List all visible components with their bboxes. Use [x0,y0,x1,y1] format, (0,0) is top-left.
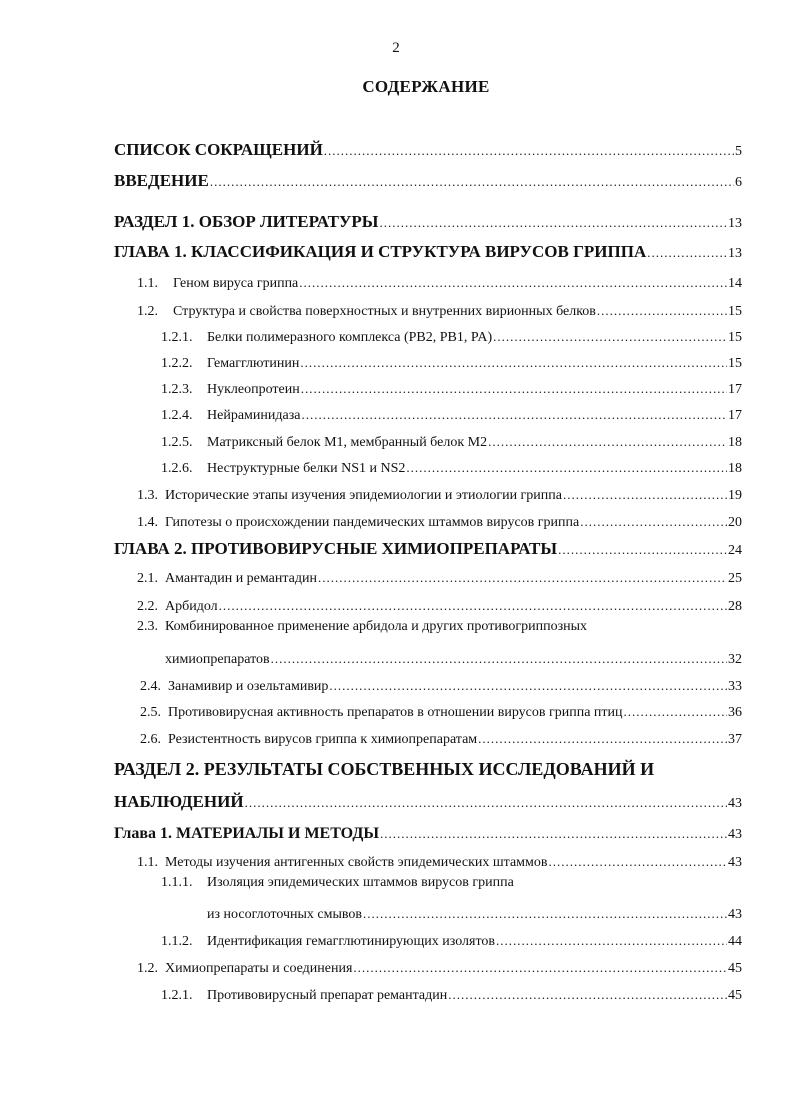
toc-entry-page: 13 [728,246,742,261]
toc-entry[interactable] [0,953,792,977]
dot-leader [301,381,727,397]
toc-entry[interactable] [0,296,792,320]
toc-entry-label-continued: химиопрепаратов [165,652,270,667]
toc-entry[interactable] [0,427,792,451]
toc-entry[interactable] [0,899,792,923]
dot-leader [300,355,727,371]
toc-entry-number: 1.1. [137,276,158,291]
toc-entry-page: 18 [728,461,742,476]
toc-entry-label: Резистентность вирусов гриппа к химиопрепаратам [168,732,478,747]
toc-entry-label-continued: НАБЛЮДЕНИЙ [114,792,244,811]
toc-entry-page: 36 [728,705,742,720]
toc-entry-number: 2.1. [137,571,158,586]
toc-entry-label: Изоляция эпидемических штаммов вирусов гриппа [207,875,514,890]
toc-entry-page: 14 [728,276,742,291]
dot-leader [493,329,727,345]
dot-leader [363,906,727,922]
dot-leader [478,731,727,747]
toc-entry-number: 1.2. [137,961,158,976]
toc-entry-page: 44 [728,934,742,949]
toc-entry-label: Комбинированное применение арбидола и других противогриппозных [165,619,588,634]
toc-entry-number: 2.2. [137,599,158,614]
toc-entry[interactable] [0,507,792,531]
toc-entry-label: Структура и свойства поверхностных и внутренних вирионных белков [173,304,596,319]
toc-entry-number: 1.2.1. [161,330,193,345]
dot-leader [563,487,727,503]
toc-entry[interactable] [0,847,792,871]
toc-entry-label: Глава 1. МАТЕРИАЛЫ И МЕТОДЫ [114,825,380,842]
toc-entry[interactable] [0,208,792,232]
toc-entry-label: Противовирусный препарат ремантадин [207,988,448,1003]
toc-entry-number: 1.3. [137,488,158,503]
toc-entry-number: 1.1. [137,855,158,870]
toc-entry-label: Нуклеопротеин [207,382,300,397]
toc-entry-page: 15 [728,356,742,371]
dot-leader [496,933,727,949]
toc-entry-page: 18 [728,435,742,450]
toc-entry[interactable] [0,268,792,292]
toc-entry[interactable] [0,697,792,721]
toc-entry-label: Химиопрепараты и соединения [165,961,353,976]
toc-entry-label: Гипотезы о происхождении пандемических штаммов вирусов гриппа [165,515,580,530]
dot-leader [271,651,727,667]
dot-leader [329,678,727,694]
toc-entry-page: 43 [728,827,742,842]
toc-entry-number: 1.2.3. [161,382,193,397]
toc-entry[interactable] [0,400,792,424]
toc-entry-page: 37 [728,732,742,747]
toc-entry-page: 13 [728,216,742,231]
page-number: 2 [392,40,400,56]
toc-entry-page: 20 [728,515,742,530]
toc-entry-page: 32 [728,652,742,667]
dot-leader [299,275,727,291]
dot-leader [219,598,727,614]
toc-entry-number: 2.3. [137,619,158,634]
toc-entry-page: 24 [728,543,742,558]
toc-entry[interactable] [0,788,792,812]
dot-leader [580,514,727,530]
toc-entry-label-continued: из носоглоточных смывов [207,907,363,922]
dot-leader [597,303,727,319]
toc-entry-number: 1.2.4. [161,408,193,423]
toc-entry-page: 43 [728,796,742,811]
dot-leader [379,215,727,231]
toc-entry[interactable] [0,535,792,559]
toc-entry-number: 1.2. [137,304,158,319]
toc-entry[interactable] [0,136,792,160]
toc-entry-label: Белки полимеразного комплекса (PB2, PB1, PA) [207,330,493,345]
toc-entry[interactable] [0,671,792,695]
dot-leader [558,542,727,558]
dot-leader [488,434,727,450]
toc-entry-number: 1.2.5. [161,435,193,450]
toc-entry-number: 2.4. [140,679,161,694]
toc-entry-page: 43 [728,907,742,922]
toc-entry-label: ГЛАВА 2. ПРОТИВОВИРУСНЫЕ ХИМИОПРЕПАРАТЫ [114,539,558,558]
toc-entry[interactable] [0,591,792,615]
toc-entry-number: 2.5. [140,705,161,720]
toc-entry-number: 1.2.6. [161,461,193,476]
dot-leader [245,795,727,811]
toc-entry[interactable] [0,926,792,950]
toc-entry-page: 25 [728,571,742,586]
toc-entry[interactable] [0,819,792,843]
dot-leader [448,987,727,1003]
toc-entry-label: Гемагглютинин [207,356,300,371]
toc-entry-label: ВВЕДЕНИЕ [114,171,209,190]
dot-leader [624,704,727,720]
dot-leader [318,570,727,586]
dot-leader [210,174,734,190]
toc-entry[interactable] [0,480,792,504]
toc-entry[interactable] [0,563,792,587]
toc-entry-number: 2.6. [140,732,161,747]
toc-entry-label: Идентификация гемагглютинирующих изолятов [207,934,495,949]
toc-entry[interactable] [0,322,792,346]
toc-entry-label: Занамивир и озельтамивир [168,679,329,694]
toc-entry-first-line[interactable] [161,875,514,891]
toc-entry-number: 1.1.1. [161,875,193,890]
toc-entry-label: Нейраминидаза [207,408,301,423]
dot-leader [647,245,727,261]
toc-entry-label: СПИСОК СОКРАЩЕНИЙ [114,140,323,159]
toc-entry-label: Противовирусная активность препаратов в отношении вирусов гриппа птиц [168,705,623,720]
toc-entry-number: 1.2.2. [161,356,193,371]
toc-entry-page: 45 [728,988,742,1003]
toc-entry[interactable] [0,348,792,372]
toc-entry-page: 33 [728,679,742,694]
toc-entry[interactable] [0,374,792,398]
toc-entry-label: Амантадин и ремантадин [165,571,317,586]
toc-entry-page: 17 [728,382,742,397]
dot-leader [380,826,727,842]
toc-entry-label: Неструктурные белки NS1 и NS2 [207,461,406,476]
toc-entry-first-line[interactable] [137,619,587,635]
toc-entry-page: 17 [728,408,742,423]
toc-entry-first-line[interactable] [114,759,654,780]
toc-entry-label: Арбидол [165,599,218,614]
toc-entry-label: Геном вируса гриппа [173,276,299,291]
toc-entry-page: 6 [735,175,742,190]
toc-entry[interactable] [0,167,792,191]
toc-entry[interactable] [0,644,792,668]
dot-leader [301,407,727,423]
toc-entry-number: 1.4. [137,515,158,530]
toc-entry[interactable] [0,724,792,748]
toc-title: СОДЕРЖАНИЕ [362,77,490,96]
dot-leader [353,960,727,976]
toc-entry-page: 43 [728,855,742,870]
toc-entry[interactable] [0,453,792,477]
toc-entry-number: 1.2.1. [161,988,193,1003]
toc-entry-label: Исторические этапы изучения эпидемиологии и этиологии гриппа [165,488,562,503]
toc-entry-page: 45 [728,961,742,976]
toc-entry-number: 1.1.2. [161,934,193,949]
toc-entry-page: 19 [728,488,742,503]
toc-entry-label: Матриксный белок M1, мембранный белок M2 [207,435,488,450]
dot-leader [324,143,734,159]
toc-entry[interactable] [0,980,792,1004]
toc-entry-page: 5 [735,144,742,159]
toc-entry[interactable] [0,238,792,262]
dot-leader [406,460,727,476]
toc-entry-label: РАЗДЕЛ 2. РЕЗУЛЬТАТЫ СОБСТВЕННЫХ ИССЛЕДОВАНИЙ И [114,759,655,779]
toc-entry-page: 15 [728,304,742,319]
toc-entry-page: 15 [728,330,742,345]
toc-entry-label: Методы изучения антигенных свойств эпидемических штаммов [165,855,548,870]
toc-entry-page: 28 [728,599,742,614]
toc-entry-label: ГЛАВА 1. КЛАССИФИКАЦИЯ И СТРУКТУРА ВИРУСОВ ГРИППА [114,242,647,261]
toc-entry-label: РАЗДЕЛ 1. ОБЗОР ЛИТЕРАТУРЫ [114,212,379,231]
dot-leader [549,854,728,870]
